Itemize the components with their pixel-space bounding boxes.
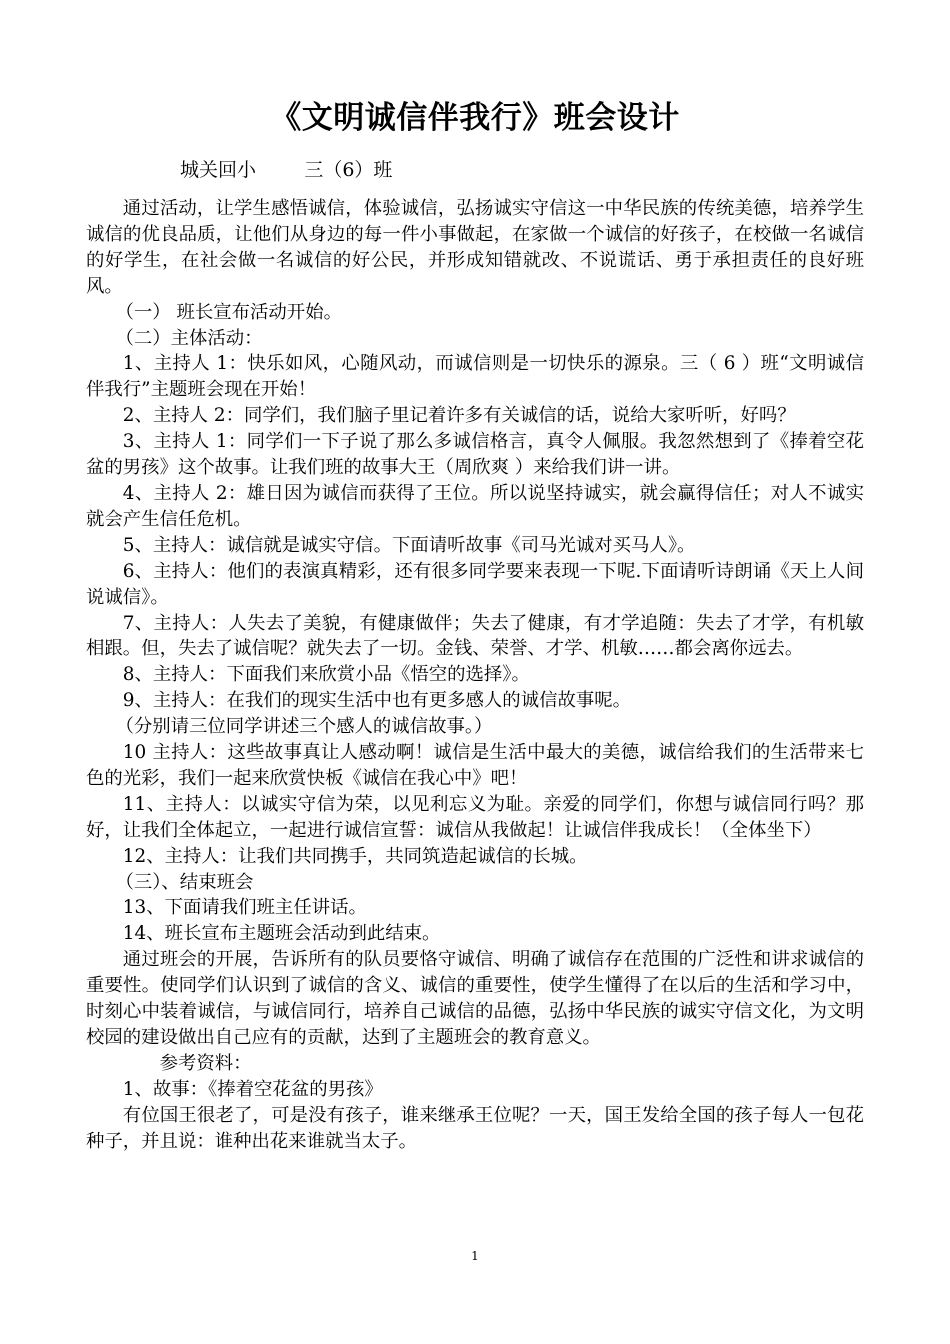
story-paragraph: 有位国王很老了，可是没有孩子，谁来继承王位呢？一天，国王发给全国的孩子每人一包花种子，并且说：谁种出花来谁就当太子。	[86, 1104, 864, 1152]
document-body	[86, 196, 864, 1155]
activity-item: 2、主持人 2：同学们，我们脑子里记着许多有关诚信的话，说给大家听听，好吗？	[122, 405, 796, 427]
activity-item: 6、主持人：他们的表演真精彩，还有很多同学要来表现一下呢.下面请听诗朗诵《天上人间说诚信》。	[86, 560, 864, 608]
document-subtitle: 城关回小 三（6）班	[180, 159, 393, 181]
activity-item: 13、下面请我们班主任讲话。	[122, 897, 367, 919]
activity-item: 11、主持人：以诚实守信为荣，以见利忘义为耻。亲爱的同学们，你想与诚信同行吗？那好，让我们全体起立，一起进行诚信宣誓：诚信从我做起！让诚信伴我成长！（全体坐下）	[86, 793, 864, 841]
references-heading: 参考资料：	[159, 1052, 252, 1074]
activity-item: 7、主持人：人失去了美貌，有健康做伴；失去了健康，有才学追随：失去了才学，有机敏相跟。但，失去了诚信呢？就失去了一切。金钱、荣誉、才学、机敏……都会离你远去。	[86, 612, 864, 660]
activity-item: 4、主持人 2：雄日因为诚信而获得了王位。所以说坚持诚实，就会赢得信任；对人不诚实就会产生信任危机。	[86, 482, 864, 530]
activity-item: 8、主持人：下面我们来欣赏小品《悟空的选择》。	[122, 664, 530, 686]
activity-item: 5、主持人：诚信就是诚实守信。下面请听故事《司马光诚对买马人》。	[122, 534, 696, 556]
activity-item: 3、主持人 1：同学们一下子说了那么多诚信格言，真令人佩服。我忽然想到了《捧着空花盆的男孩》这个故事。让我们班的故事大王（周欣爽 ）来给我们讲一讲。	[86, 431, 864, 479]
activity-item: 12、主持人：让我们共同携手，共同筑造起诚信的长城。	[122, 845, 588, 867]
intro-paragraph: 通过活动，让学生感悟诚信，体验诚信，弘扬诚实守信这一中华民族的传统美德，培养学生诚信的优良品质，让他们从身边的每一件小事做起，在家做一个诚信的好孩子，在校做一名诚信的好学生，在社会做一名诚信的好公民，并形成知错就改、不说谎话、勇于承担责任的良好班风。	[86, 198, 864, 297]
summary-paragraph: 通过班会的开展，告诉所有的队员要恪守诚信、明确了诚信存在范围的广泛性和讲求诚信的重要性。使同学们认识到了诚信的含义、诚信的重要性，使学生懂得了在以后的生活和学习中，时刻心中装着诚信，与诚信同行，培养自己诚信的品德，弘扬中华民族的诚实守信文化，为文明校园的建设做出自己应有的贡献，达到了主题班会的教育意义。	[86, 949, 864, 1048]
activity-item: 14、班长宣布主题班会活动到此结束。	[122, 923, 441, 945]
document-title: 《文明诚信伴我行》班会设计	[270, 100, 680, 136]
section-heading-2: （二）主体活动：	[115, 327, 263, 349]
activity-item: 10 主持人：这些故事真让人感动啊！诚信是生活中最大的美德，诚信给我们的生活带来七色的光彩，我们一起来欣赏快板《诚信在我心中》吧！	[86, 742, 864, 789]
reference-item: 1、故事：《捧着空花盆的男孩》	[122, 1078, 383, 1100]
section-heading-1: （一） 班长宣布活动开始。	[115, 301, 342, 323]
page-number: 1	[471, 1249, 479, 1263]
activity-item: 9、主持人：在我们的现实生活中也有更多感人的诚信故事呢。	[122, 690, 632, 712]
activity-note: （分别请三位同学讲述三个感人的诚信故事。）	[115, 716, 493, 738]
section-heading-3: （三）、结束班会	[115, 871, 254, 893]
activity-item: 1、主持人 1：快乐如风，心随风动，而诚信则是一切快乐的源泉。三（ 6 ）班“文明诚信伴我行”主题班会现在开始！	[86, 353, 864, 401]
